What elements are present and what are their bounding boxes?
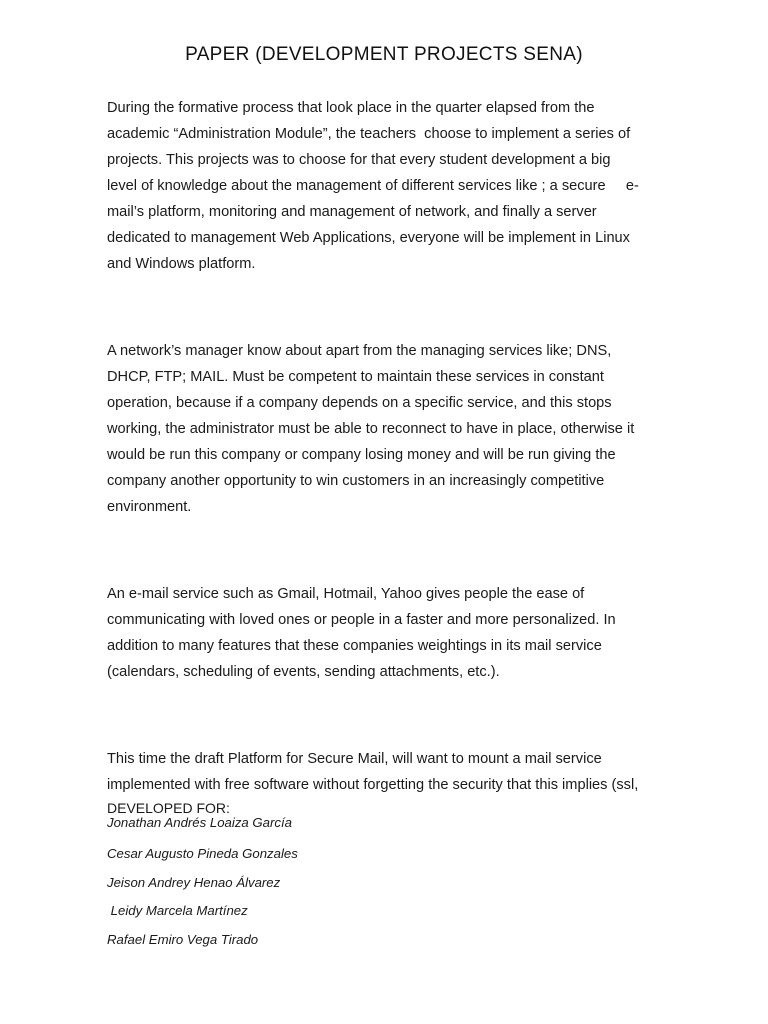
paragraph-line: and Windows platform.	[107, 256, 256, 272]
paragraph-line: level of knowledge about the management of different services like ; a secure e-	[107, 178, 639, 194]
paragraph-line: This time the draft Platform for Secure Mail, will want to mount a mail service	[107, 751, 602, 767]
paragraph-line: DHCP, FTP; MAIL. Must be competent to maintain these services in constant	[107, 369, 604, 385]
document-title: PAPER (DEVELOPMENT PROJECTS SENA)	[185, 44, 583, 65]
paragraph-formative-process	[107, 95, 663, 277]
paragraph-line: projects. This projects was to choose for that every student development a big	[107, 152, 611, 168]
paragraph-line: company another opportunity to win customers in an increasingly competitive	[107, 473, 605, 489]
author-name: Cesar Augusto Pineda Gonzales	[107, 846, 298, 861]
paragraph-line: implemented with free software without forgetting the security that this implies (ssl,	[107, 777, 639, 793]
paragraph-line: (calendars, scheduling of events, sending attachments, etc.).	[107, 664, 500, 680]
paragraph-line: A network’s manager know about apart from the managing services like; DNS,	[107, 343, 612, 359]
paragraph-line: addition to many features that these companies weightings in its mail service	[107, 638, 602, 654]
paragraph-line: mail’s platform, monitoring and management of network, and finally a server	[107, 204, 597, 220]
paragraph-line: An e-mail service such as Gmail, Hotmail, Yahoo gives people the ease of	[107, 586, 585, 602]
author-name: Leidy Marcela Martínez	[107, 903, 248, 918]
paragraph-line: communicating with loved ones or people in a faster and more personalized. In	[107, 612, 616, 628]
paragraph-line: academic “Administration Module”, the teachers choose to implement a series of	[107, 126, 631, 142]
author-name: Rafael Emiro Vega Tirado	[107, 932, 259, 947]
paragraph-line: operation, because if a company depends on a specific service, and this stops	[107, 395, 612, 411]
paragraph-secure-mail	[107, 746, 663, 798]
author-name: Jeison Andrey Henao Álvarez	[107, 875, 281, 890]
paragraph-line: environment.	[107, 499, 192, 515]
author-name: Jonathan Andrés Loaiza García	[107, 815, 292, 830]
paragraph-line: During the formative process that look place in the quarter elapsed from the	[107, 100, 595, 116]
paragraph-network-manager	[107, 338, 663, 520]
developed-for-label: DEVELOPED FOR:	[107, 800, 230, 816]
paragraph-line: would be run this company or company losing money and will be run giving the	[107, 447, 616, 463]
paragraph-email-service	[107, 581, 663, 685]
paragraph-line: working, the administrator must be able to reconnect to have in place, otherwise it	[107, 421, 635, 437]
paragraph-line: dedicated to management Web Applications, everyone will be implement in Linux	[107, 230, 630, 246]
